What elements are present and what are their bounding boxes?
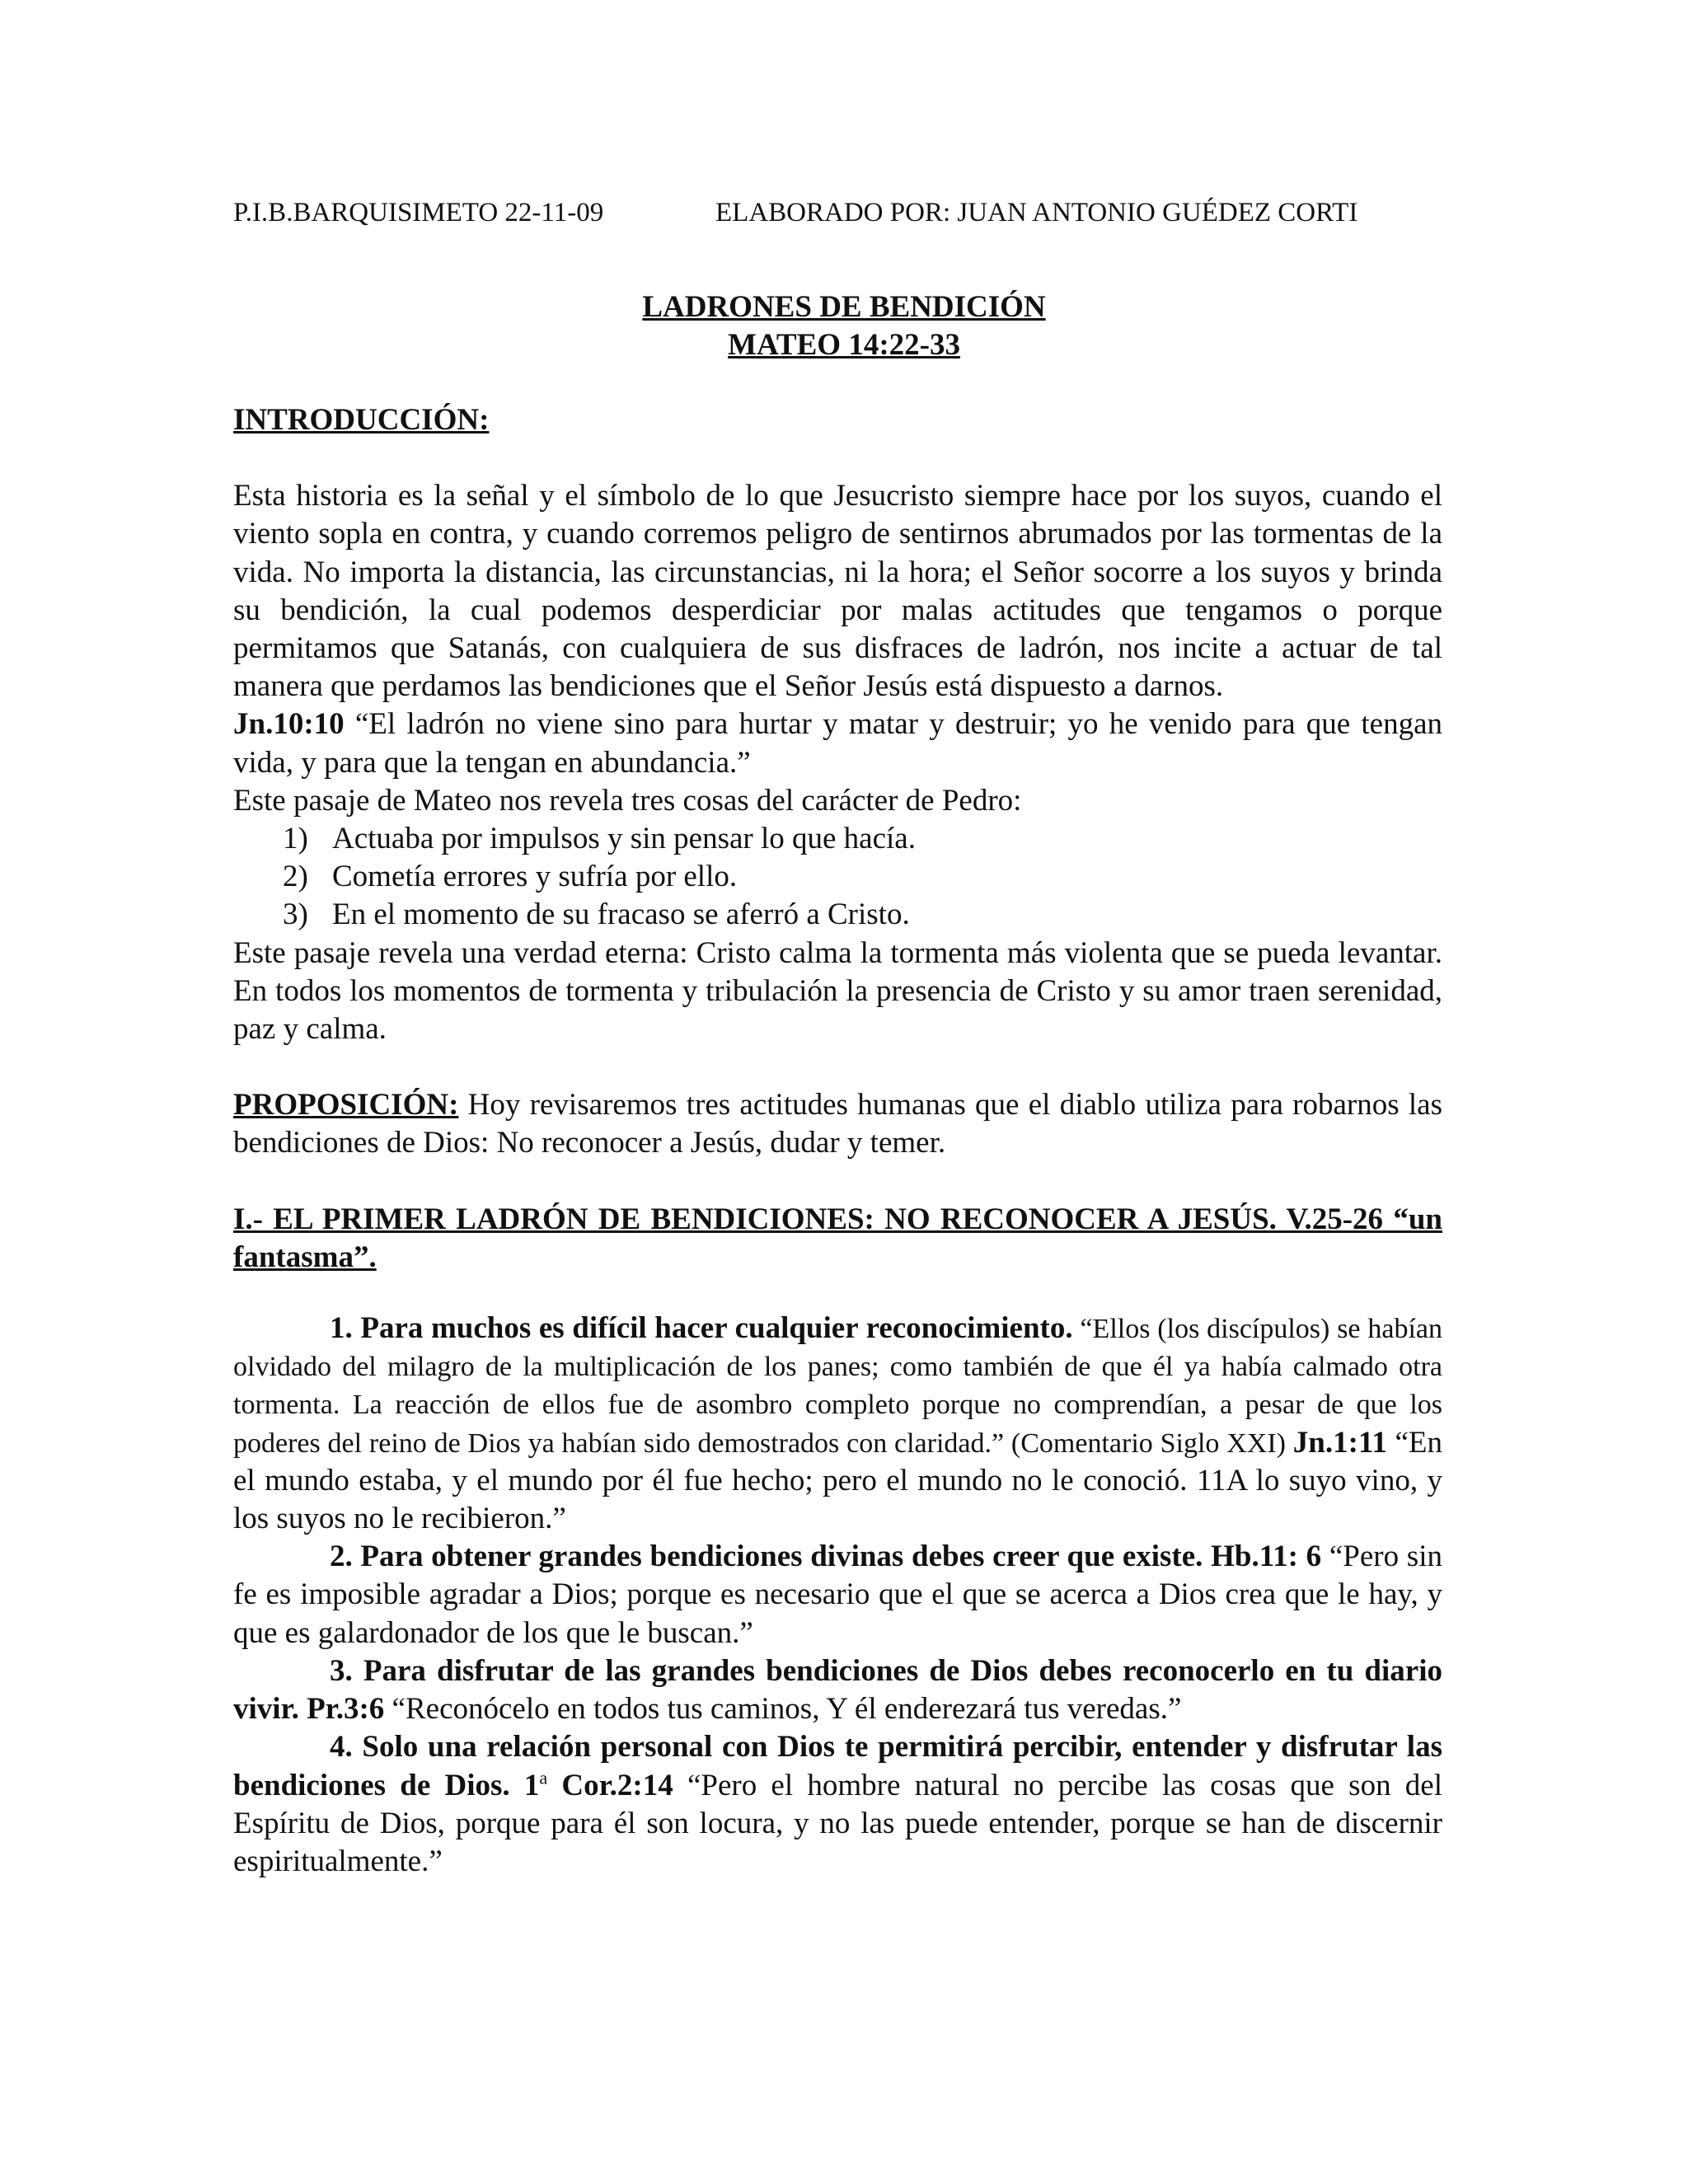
intro-verse-ref: Jn.10:10 [233, 707, 345, 742]
pedro-intro: Este pasaje de Mateo nos revela tres cosas del carácter de Pedro: [233, 783, 1022, 818]
section-1-item-4: 4. Solo una relación personal con Dios te permitirá percibir, entender y disfrutar las bendiciones de Dios. 1$^a$ Cor.2:14 “Pero el hombre natural no percibe las cosas que son del Espíritu de Dios, porque para él son locura, y no las puede entender, porque se han de discernir espiritualmente.” [233, 1730, 1442, 1878]
intro-paragraph: Esta historia es la señal y el símbolo de lo que Jesucristo siempre hace por los suyos, cuando el viento sopla en contra, y cuando corremos peligro de sentirnos abrumados por las tormentas de la vida. No importa la distancia, las circunstancias, ni la hora; el Señor socorre a los suyos y brinda su bendición, la cual podemos desperdiciar por malas actitudes que tengamos o porque permitamos que Satanás, con cualquiera de sus disfraces de ladrón, nos incite a actuar de tal manera que perdamos las bendiciones que el Señor Jesús está dispuesto a darnos. [233, 479, 1442, 704]
proposition-label: PROPOSICIÓN: [233, 1088, 459, 1122]
intro-verse-text: “El ladrón no viene sino para hurtar y matar y destruir; yo he venido para que tengan vida, y para que la tengan en abundancia.” [233, 707, 1442, 780]
list-item: 2) Cometía errores y sufría por ello. [283, 860, 738, 894]
pedro-points-list [233, 820, 1442, 935]
document-body [233, 401, 1442, 1881]
intro-heading: INTRODUCCIÓN: [233, 403, 490, 437]
sermon-title [0, 288, 1688, 364]
title-line-2: MATEO 14:22-33 [728, 328, 960, 362]
intro-closing: Este pasaje revela una verdad eterna: Cristo calma la tormenta más violenta que se pueda levantar. En todos los momentos de tormenta y tribulación la presencia de Cristo y su amor traen serenidad, paz y calma. [233, 935, 1442, 1047]
section-1-item-1: 1. Para muchos es difícil hacer cualquier reconocimiento. “Ellos (los discípulos) se habían olvidado del milagro de la multiplicación de los panes; como también de que él ya había calmado otra tormenta. La reacción de ellos fue de asombro completo porque no comprendían, a pesar de que los poderes del reino de Dios ya habían sido demostrados con claridad.” (Comentario Siglo XXI) Jn.1:11 “En el mundo estaba, y el mundo por él fue hecho; pero el mundo no le conoció. 11A lo suyo vino, y los suyos no le recibieron.” [233, 1311, 1443, 1536]
section-1-item-3: 3. Para disfrutar de las grandes bendiciones de Dios debes reconocerlo en tu diario vivir. Pr.3:6 “Reconócelo en todos tus caminos, Y él enderezará tus veredas.” [233, 1653, 1442, 1727]
section-1-heading: I.- EL PRIMER LADRÓN DE BENDICIONES: NO RECONOCER A JESÚS. V.25-26 “un fantasma”. [233, 1202, 1442, 1274]
header-author: ELABORADO POR: JUAN ANTONIO GUÉDEZ CORTI [715, 198, 1358, 227]
proposition-text: Hoy revisaremos tres actitudes humanas que el diablo utiliza para robarnos las bendiciones de Dios: No reconocer a Jesús, dudar y temer. [233, 1088, 1442, 1160]
header-church-date: P.I.B.BARQUISIMETO 22-11-09 [233, 198, 604, 227]
title-line-1: LADRONES DE BENDICIÓN [642, 290, 1046, 324]
list-item: 3) En el momento de su fracaso se aferró a Cristo. [283, 898, 910, 932]
proposition [233, 1086, 1442, 1162]
section-1-item-2: 2. Para obtener grandes bendiciones divinas debes creer que existe. Hb.11: 6 “Pero sin fe es imposible agradar a Dios; porque es necesario que el que se acerca a Dios crea que le hay, y que es galardonador de los que le buscan.” [233, 1540, 1442, 1650]
intro-verse [233, 705, 1442, 781]
list-item: 1) Actuaba por impulsos y sin pensar lo que hacía. [283, 822, 916, 856]
